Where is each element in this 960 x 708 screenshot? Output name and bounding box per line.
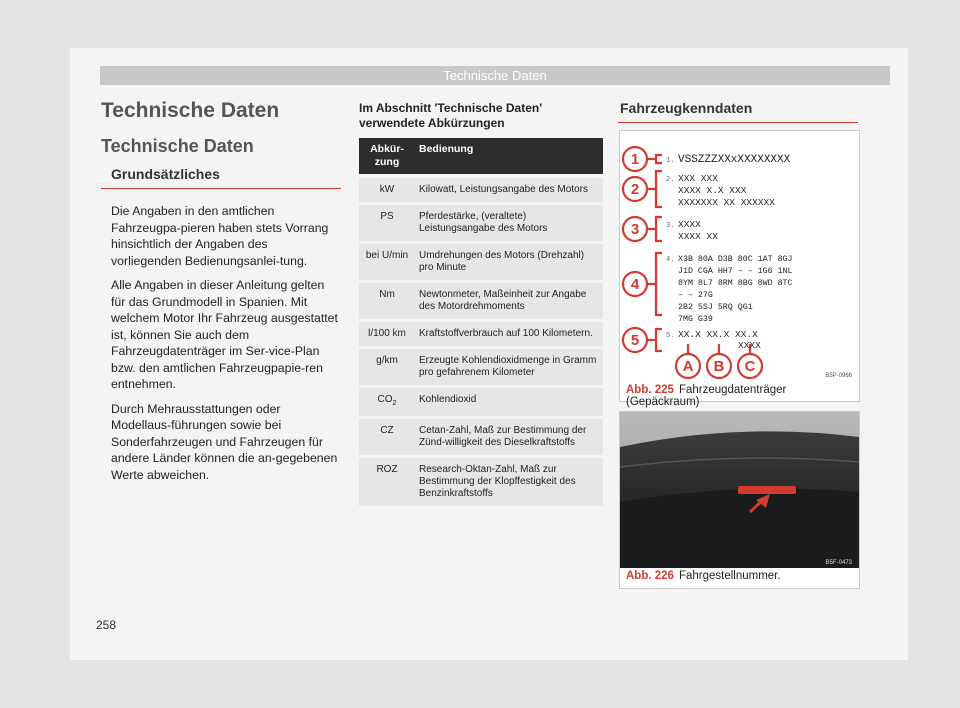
abbr-cell: l/100 km bbox=[359, 321, 415, 348]
desc-cell: Research-Oktan-Zahl, Maß zur Bestimmung der Klopffestigkeit des Benzinkraftstoffs bbox=[415, 457, 603, 508]
marker-label: 5 bbox=[630, 332, 640, 349]
abbr-cell: kW bbox=[359, 178, 415, 204]
figure-number: Abb. 225 bbox=[626, 384, 674, 396]
figure-code: B5P-0966 bbox=[825, 373, 852, 379]
paragraph: Durch Mehrausstattungen oder Modellaus-führungen sowie bei Sonderfahrzeugen und Fahrzeugen für andere Länder können die an-gegebenen Werte abweichen. bbox=[111, 401, 338, 482]
desc-cell: Pferdestärke, (veraltete) Leistungsangabe des Motors bbox=[415, 204, 603, 243]
line-number: 5. bbox=[666, 332, 675, 340]
marker-label: 3 bbox=[630, 221, 640, 238]
line-number: 2. bbox=[666, 176, 675, 184]
figure-code: B5F-0473 bbox=[825, 560, 852, 566]
data-line: – – 27G bbox=[678, 291, 713, 300]
marker-letter: A bbox=[682, 358, 694, 375]
data-line: J1D CGA HH7 – – 1G6 1NL bbox=[678, 267, 793, 276]
line-number: 3. bbox=[666, 222, 675, 230]
desc-cell: Kohlendioxid bbox=[415, 387, 603, 418]
data-line: XXXX XX bbox=[678, 231, 718, 242]
marker-label: 1 bbox=[630, 151, 640, 168]
marker-label: 4 bbox=[630, 276, 640, 293]
figure-number: Abb. 226 bbox=[626, 570, 674, 582]
desc-cell: Kilowatt, Leistungsangabe des Motors bbox=[415, 178, 603, 204]
marker-letter: C bbox=[744, 358, 756, 375]
figure-caption bbox=[626, 384, 859, 408]
table-row bbox=[359, 418, 603, 457]
table-caption: Im Abschnitt 'Technische Daten' verwendete Abkürzungen bbox=[359, 101, 543, 130]
desc-cell: Kraftstoffverbrauch auf 100 Kilometern. bbox=[415, 321, 603, 348]
figure-vehicle-data-carrier bbox=[619, 130, 860, 408]
table-header-abbr: Abkür-zung bbox=[359, 138, 415, 174]
section-heading: Grundsätzliches bbox=[101, 164, 341, 189]
data-line: XXXXXXX XX XXXXXX bbox=[678, 197, 775, 208]
abbr-subscript: 2 bbox=[392, 400, 397, 407]
desc-cell: Cetan-Zahl, Maß zur Bestimmung der Zünd-willigkeit des Dieselkraftstoffs bbox=[415, 418, 603, 457]
abbr-cell: ROZ bbox=[359, 457, 415, 508]
desc-cell: Erzeugte Kohlendioxidmenge in Gramm pro gefahrenem Kilometer bbox=[415, 348, 603, 387]
abbr-cell: CZ bbox=[359, 418, 415, 457]
data-line: 7MG G39 bbox=[678, 315, 713, 324]
table-header-desc: Bedienung bbox=[415, 138, 603, 174]
abbr-cell bbox=[359, 387, 415, 418]
vehicle-data-carrier-illustration bbox=[620, 131, 859, 381]
table-row bbox=[359, 282, 603, 321]
table-row bbox=[359, 321, 603, 348]
abbr-cell: Nm bbox=[359, 282, 415, 321]
table-row bbox=[359, 457, 603, 508]
paragraph: Alle Angaben in dieser Anleitung gelten für das Grundmodell in Spanien. Mit welchem Motor Ihr Fahrzeug ausgestattet ist, können Sie auch dem Fahrzeugdatenträger im Ser-vice-Plan bzw. den amtlichen Fahrzeugpapie-ren entnehmen. bbox=[111, 278, 338, 391]
figure-chassis-number bbox=[619, 411, 860, 589]
marker-letter: B bbox=[713, 358, 725, 375]
page bbox=[70, 48, 908, 660]
chapter-subtitle: Technische Daten bbox=[101, 136, 254, 156]
middle-column bbox=[359, 101, 603, 509]
data-line: X3B 80A D3B 80C 1AT 8GJ bbox=[678, 255, 793, 264]
paragraph: Die Angaben in den amtlichen Fahrzeugpa-pieren haben stets Vorrang hinsichtlich der Angaben des vorliegenden Bedienungsanlei-tung. bbox=[111, 204, 329, 268]
marker-label: 2 bbox=[630, 181, 640, 198]
data-line: XXXX X.X XXX bbox=[678, 185, 747, 196]
data-line: 2B2 5SJ 5RQ QG1 bbox=[678, 303, 753, 312]
table-row bbox=[359, 204, 603, 243]
abbr-cell: g/km bbox=[359, 348, 415, 387]
data-line: VSSZZZXXxXXXXXXXX bbox=[678, 154, 791, 166]
abbreviation-table bbox=[359, 138, 603, 509]
abbr-cell: bei U/min bbox=[359, 243, 415, 282]
section-heading-right: Fahrzeugkenndaten bbox=[618, 98, 858, 123]
data-line: 8YM 8L7 8RM 8BG 8WD 8TC bbox=[678, 279, 793, 288]
line-number: 4. bbox=[666, 256, 675, 264]
desc-cell: Newtonmeter, Maßeinheit zur Angabe des Motordrehmoments bbox=[415, 282, 603, 321]
vin-plate bbox=[738, 486, 796, 494]
chapter-title: Technische Daten bbox=[101, 99, 280, 122]
data-line: XXXX bbox=[738, 340, 761, 351]
table-row bbox=[359, 178, 603, 204]
figure-caption-text: Fahrgestellnummer. bbox=[678, 570, 781, 582]
abbr-text: CO bbox=[377, 394, 393, 405]
right-column bbox=[618, 98, 858, 123]
abbr-cell: PS bbox=[359, 204, 415, 243]
page-number: 258 bbox=[96, 618, 117, 632]
data-line: XXXX bbox=[678, 219, 701, 230]
line-number: 1. bbox=[666, 157, 675, 165]
body-text bbox=[101, 203, 341, 483]
running-header: Technische Daten bbox=[100, 66, 890, 85]
table-row bbox=[359, 243, 603, 282]
desc-cell: Umdrehungen des Motors (Drehzahl) pro Minute bbox=[415, 243, 603, 282]
table-row bbox=[359, 387, 603, 418]
left-column bbox=[101, 98, 341, 491]
data-line: XX.X XX.X XX.X bbox=[678, 329, 758, 340]
figure-caption-text: Fahrzeugdatenträger (Gepäckraum) bbox=[626, 384, 787, 408]
chassis-number-photo bbox=[620, 412, 859, 568]
data-line: XXX XXX bbox=[678, 173, 718, 184]
table-row bbox=[359, 348, 603, 387]
figure-caption bbox=[626, 570, 781, 582]
